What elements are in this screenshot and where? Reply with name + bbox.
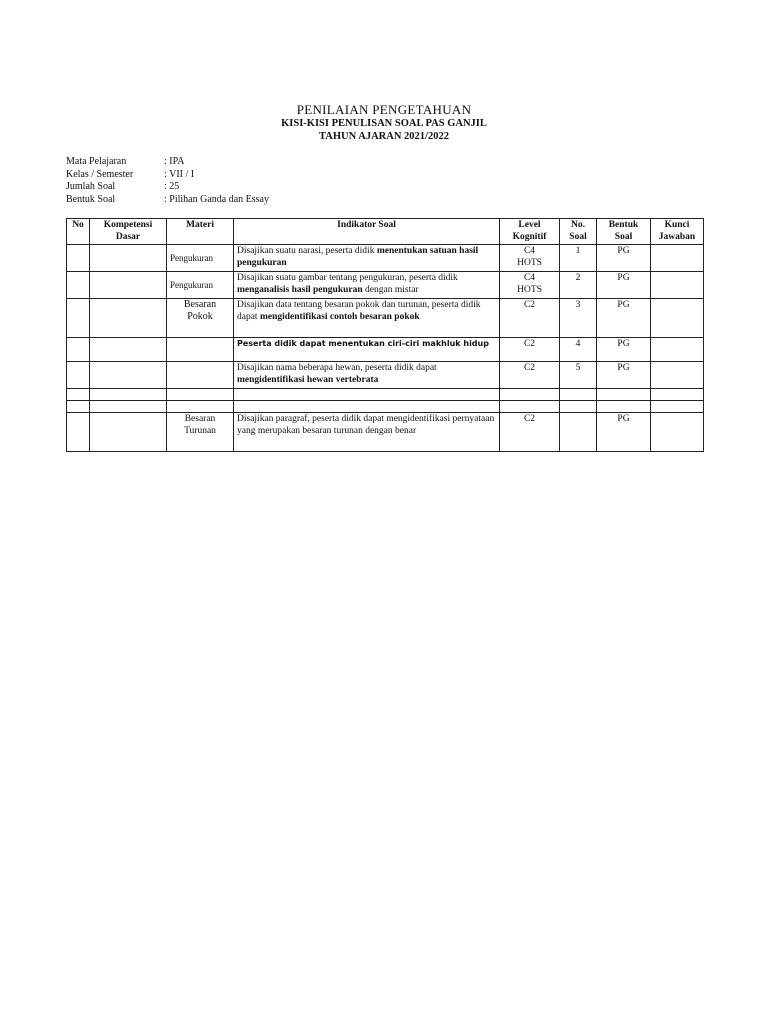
info-block xyxy=(66,156,269,206)
info-label: Jumlah Soal xyxy=(66,181,116,192)
cell-level: C2 xyxy=(500,338,560,362)
cell-indikator: Disajikan suatu narasi, peserta didik menentukan satuan hasil pengukuran xyxy=(234,245,500,272)
cell-materi: Besaran Pokok xyxy=(167,299,234,338)
info-row-subject xyxy=(66,156,269,169)
info-value: : Pilihan Ganda dan Essay xyxy=(164,193,269,205)
cell-kunci xyxy=(651,245,704,272)
academic-year: TAHUN AJARAN 2021/2022 xyxy=(319,131,449,142)
cell-kompetensi xyxy=(90,272,167,299)
cell-indikator: Disajikan paragraf, peserta didik dapat mengidentifikasi pernyataan yang merupakan besaran turunan dengan benar xyxy=(234,413,500,452)
header-materi: Materi xyxy=(167,219,234,245)
header-kompetensi: Kompetensi Dasar xyxy=(90,219,167,245)
cell-no xyxy=(67,245,90,272)
cell-kompetensi xyxy=(90,299,167,338)
info-label: Bentuk Soal xyxy=(66,193,116,205)
cell-indikator: Disajikan data tentang besaran pokok dan turunan, peserta didik dapat mengidentifikasi contoh besaran pokok xyxy=(234,299,500,338)
header-kunci: Kunci Jawaban xyxy=(651,219,704,245)
cell-kompetensi xyxy=(90,338,167,362)
info-label: Kelas / Semester xyxy=(66,168,134,180)
header-no: No xyxy=(67,219,90,245)
title-block xyxy=(0,102,768,143)
cell-kunci xyxy=(651,299,704,338)
cell-kunci xyxy=(651,362,704,389)
table-row xyxy=(67,272,704,299)
info-value: : 25 xyxy=(164,181,180,192)
cell-indikator: Disajikan nama beberapa hewan, peserta didik dapat mengidentifikasi hewan vertebrata xyxy=(234,362,500,389)
table-row xyxy=(67,362,704,389)
table-row-empty xyxy=(67,401,704,413)
cell-kompetensi xyxy=(90,413,167,452)
info-row-type xyxy=(66,194,269,207)
cell-level: C2 xyxy=(500,362,560,389)
cell-bentuk: PG xyxy=(597,338,651,362)
page-subtitle: KISI-KISI PENULISAN SOAL PAS GANJIL xyxy=(281,118,487,129)
cell-level: C4 HOTS xyxy=(500,245,560,272)
table-row xyxy=(67,245,704,272)
header-bentuk: Bentuk Soal xyxy=(597,219,651,245)
table-row xyxy=(67,338,704,362)
cell-materi: Besaran Turunan xyxy=(167,413,234,452)
header-level: Level Kognitif xyxy=(500,219,560,245)
table-row xyxy=(67,299,704,338)
cell-bentuk: PG xyxy=(597,362,651,389)
cell-kompetensi xyxy=(90,245,167,272)
cell-no-soal: 1 xyxy=(560,245,597,272)
cell-materi: Pengukuran xyxy=(167,245,234,272)
cell-level: C4 HOTS xyxy=(500,272,560,299)
cell-no-soal: 5 xyxy=(560,362,597,389)
info-value: : VII / I xyxy=(164,168,195,180)
cell-no-soal: 3 xyxy=(560,299,597,338)
cell-no-soal xyxy=(560,413,597,452)
cell-no-soal: 4 xyxy=(560,338,597,362)
cell-kunci xyxy=(651,413,704,452)
cell-kunci xyxy=(651,272,704,299)
cell-no xyxy=(67,362,90,389)
cell-bentuk: PG xyxy=(597,272,651,299)
info-value: : IPA xyxy=(164,156,185,167)
cell-indikator: Disajikan suatu gambar tentang pengukuran, peserta didik menganalisis hasil pengukuran dengan mistar xyxy=(234,272,500,299)
cell-bentuk: PG xyxy=(597,413,651,452)
info-row-count xyxy=(66,181,269,194)
header-indikator: Indikator Soal xyxy=(234,219,500,245)
table-row-empty xyxy=(67,389,704,401)
cell-level: C2 xyxy=(500,299,560,338)
cell-indikator: Peserta didik dapat menentukan ciri-ciri makhluk hidup xyxy=(234,338,500,362)
cell-materi xyxy=(167,338,234,362)
cell-no xyxy=(67,299,90,338)
table-row xyxy=(67,413,704,452)
page-title: PENILAIAN PENGETAHUAN xyxy=(296,102,472,117)
cell-no xyxy=(67,338,90,362)
cell-level: C2 xyxy=(500,413,560,452)
info-label: Mata Pelajaran xyxy=(66,156,127,167)
header-no-soal: No. Soal xyxy=(560,219,597,245)
cell-no xyxy=(67,272,90,299)
cell-materi xyxy=(167,362,234,389)
cell-materi: Pengukuran xyxy=(167,272,234,299)
table-header-row xyxy=(67,219,704,245)
kisi-kisi-table xyxy=(66,218,704,452)
cell-bentuk: PG xyxy=(597,245,651,272)
cell-no xyxy=(67,413,90,452)
cell-bentuk: PG xyxy=(597,299,651,338)
cell-kunci xyxy=(651,338,704,362)
cell-no-soal: 2 xyxy=(560,272,597,299)
info-row-class xyxy=(66,169,269,182)
cell-kompetensi xyxy=(90,362,167,389)
